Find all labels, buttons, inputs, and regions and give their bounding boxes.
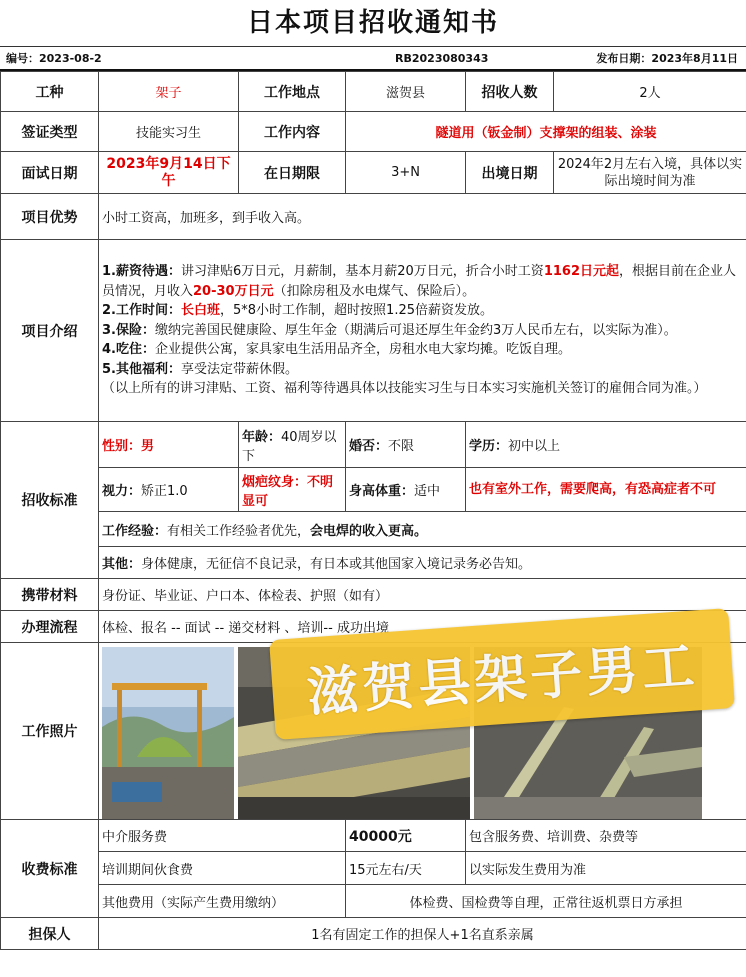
- fee-other-note: 体检费、国检费等自理，正常往返机票日方承担: [346, 885, 746, 918]
- fee-meals-note: 以实际发生费用为准: [466, 852, 746, 885]
- criteria-education: 学历：初中以上: [466, 422, 746, 468]
- criteria-label: 招收标准: [1, 422, 99, 579]
- housing-item: 4.吃住：企业提供公寓，家具家电生活用品齐全，房租水电大家均摊。吃饭自理。: [102, 342, 571, 358]
- process-value: 体检、报名 -- 面试 -- 递交材料 、培训-- 成功出境: [99, 611, 746, 643]
- criteria-vision: 视力：矫正1.0: [99, 468, 239, 512]
- doc-ref: RB2023080343: [395, 51, 489, 65]
- criteria-marriage: 婚否：不限: [346, 422, 466, 468]
- criteria-body: 身高体重：适中: [346, 468, 466, 512]
- main-table: [0, 71, 746, 950]
- criteria-gender: 性别：男: [99, 422, 239, 468]
- interview-date-label: 面试日期: [1, 152, 99, 194]
- visa-type-label: 签证类型: [1, 112, 99, 152]
- fee-meals-amount: 15元左右/天: [346, 852, 466, 885]
- criteria-outdoor: 也有室外工作，需要爬高，有恐高症者不可: [466, 468, 746, 512]
- work-content-label: 工作内容: [239, 112, 346, 152]
- criteria-experience: 工作经验：有相关工作经验者优先，会电焊的收入更高。: [99, 512, 746, 547]
- document-title: 日本项目招收通知书: [0, 0, 746, 47]
- work-hours-item: 2.工作时间：长白班，5*8小时工作制，超时按照1.25倍薪资发放。: [102, 303, 493, 319]
- interview-date-value: 2023年9月14日下午: [99, 152, 239, 194]
- guarantor-value: 1名有固定工作的担保人+1名直系亲属: [99, 918, 746, 950]
- departure-date-value: 2024年2月左右入境，具体以实际出境时间为准: [554, 152, 746, 194]
- fee-other-label: 其他费用（实际产生费用缴纳）: [99, 885, 346, 918]
- stay-term-value: 3+N: [346, 152, 466, 194]
- criteria-tattoo: 烟疤纹身：不明显可: [239, 468, 346, 512]
- doc-code: 编号：2023-08-2: [6, 52, 102, 65]
- salary-item: 1.薪资待遇：讲习津贴6万日元，月薪制，基本月薪20万日元，折合小时工资1162日元起，根据目前在企业人员情况，月收入20-30万日元（扣除房租及水电煤气、保险后）。: [102, 264, 737, 299]
- fee-meals-label: 培训期间伙食费: [99, 852, 346, 885]
- materials-label: 携带材料: [1, 579, 99, 611]
- stay-term-label: 在日期限: [239, 152, 346, 194]
- process-label: 办理流程: [1, 611, 99, 643]
- fees-label: 收费标准: [1, 820, 99, 918]
- materials-value: 身份证、毕业证、户口本、体检表、护照（如有）: [99, 579, 746, 611]
- work-photo-1: [102, 647, 234, 819]
- criteria-age: 年龄：40周岁以下: [239, 422, 346, 468]
- headcount-label: 招收人数: [466, 72, 554, 112]
- job-type-value: 架子: [99, 72, 239, 112]
- criteria-other: 其他：身体健康，无征信不良记录，有日本或其他国家入境记录务必告知。: [99, 547, 746, 579]
- job-type-label: 工种: [1, 72, 99, 112]
- promo-banner-text: 滋贺县架子男工: [304, 635, 700, 724]
- meta-bar: [0, 47, 746, 71]
- headcount-value: 2人: [554, 72, 746, 112]
- fee-agency-label: 中介服务费: [99, 820, 346, 852]
- benefits-item: 5.其他福利：享受法定带薪休假。: [102, 361, 298, 377]
- work-location-label: 工作地点: [239, 72, 346, 112]
- departure-date-label: 出境日期: [466, 152, 554, 194]
- guarantor-label: 担保人: [1, 918, 99, 950]
- fee-agency-amount: 40000元: [346, 820, 466, 852]
- insurance-item: 3.保险：缴纳完善国民健康险、厚生年金（期满后可退还厚生年金约3万人民币左右，以实际为准）。: [102, 322, 677, 338]
- intro-label: 项目介绍: [1, 240, 99, 422]
- visa-type-value: 技能实习生: [99, 112, 239, 152]
- advantage-label: 项目优势: [1, 194, 99, 240]
- work-content-value: 隧道用（钣金制）支撑架的组装、涂装: [346, 112, 746, 152]
- publish-date: 发布日期：2023年8月11日: [596, 52, 738, 65]
- intro-content: [99, 240, 746, 422]
- intro-note: （以上所有的讲习津贴、工资、福利等待遇具体以技能实习生与日本实习实施机关签订的雇佣合同为准。）: [102, 381, 707, 397]
- photos-label: 工作照片: [1, 643, 99, 820]
- fee-agency-note: 包含服务费、培训费、杂费等: [466, 820, 746, 852]
- advantage-value: 小时工资高，加班多，到手收入高。: [99, 194, 746, 240]
- work-location-value: 滋贺县: [346, 72, 466, 112]
